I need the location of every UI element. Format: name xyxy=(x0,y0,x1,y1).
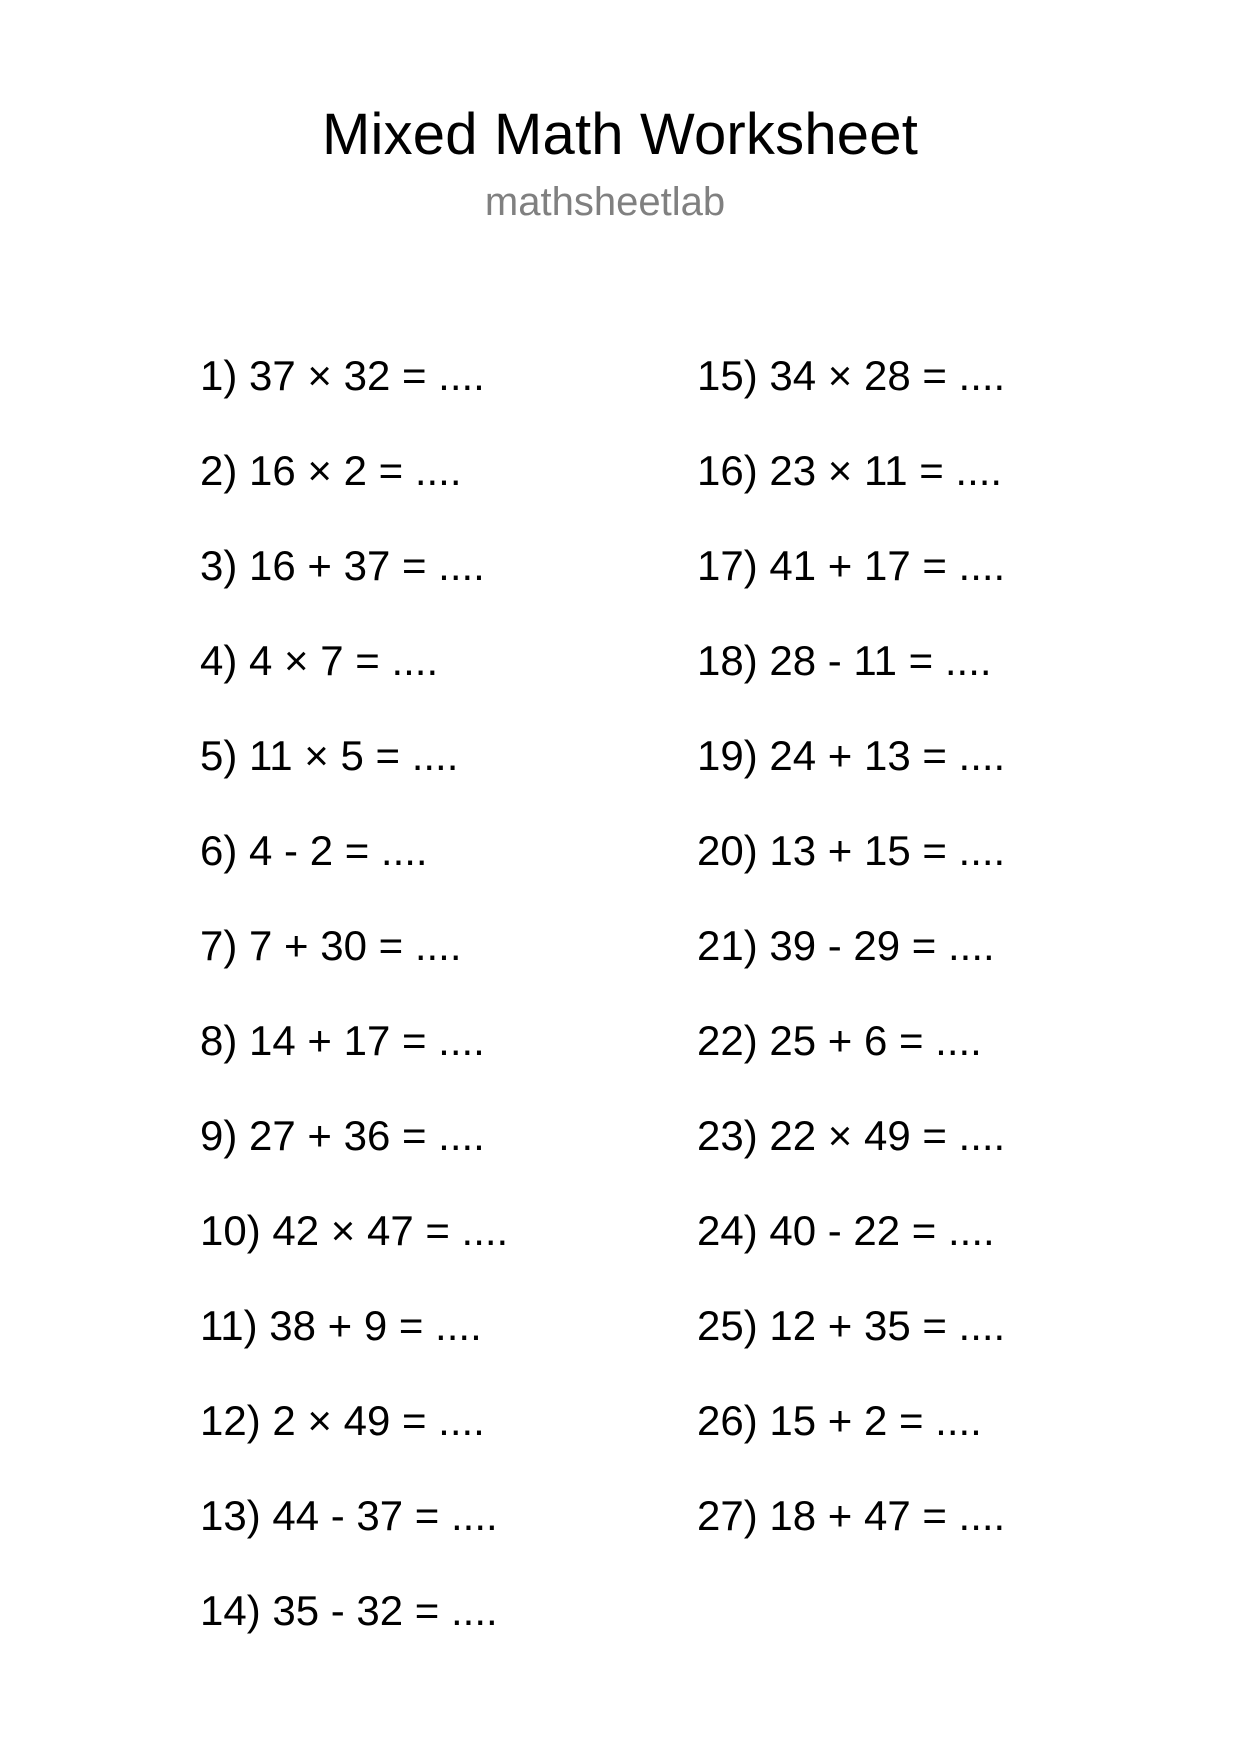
problem-15: 15) 34 × 28 = .... xyxy=(697,352,1006,399)
problem-14: 14) 35 - 32 = .... xyxy=(200,1587,498,1634)
problem-24: 24) 40 - 22 = .... xyxy=(697,1207,995,1254)
problem-3: 3) 16 + 37 = .... xyxy=(200,542,485,589)
problem-23: 23) 22 × 49 = .... xyxy=(697,1112,1006,1159)
problem-20: 20) 13 + 15 = .... xyxy=(697,827,1006,874)
problem-1: 1) 37 × 32 = .... xyxy=(200,352,485,399)
problem-16: 16) 23 × 11 = .... xyxy=(697,447,1003,494)
problem-2: 2) 16 × 2 = .... xyxy=(200,447,462,494)
problem-7: 7) 7 + 30 = .... xyxy=(200,922,462,969)
problem-9: 9) 27 + 36 = .... xyxy=(200,1112,485,1159)
page-title: Mixed Math Worksheet xyxy=(321,102,919,167)
problem-27: 27) 18 + 47 = .... xyxy=(697,1492,1006,1539)
problem-5: 5) 11 × 5 = .... xyxy=(200,732,459,779)
problem-10: 10) 42 × 47 = .... xyxy=(200,1207,509,1254)
problem-column-left xyxy=(200,348,508,1678)
problem-13: 13) 44 - 37 = .... xyxy=(200,1492,498,1539)
problem-column-right xyxy=(697,348,1005,1583)
worksheet-header xyxy=(0,95,1240,227)
problem-22: 22) 25 + 6 = .... xyxy=(697,1017,982,1064)
problem-26: 26) 15 + 2 = .... xyxy=(697,1397,982,1444)
problem-11: 11) 38 + 9 = .... xyxy=(200,1302,482,1349)
problem-12: 12) 2 × 49 = .... xyxy=(200,1397,485,1444)
problem-18: 18) 28 - 11 = .... xyxy=(697,637,992,684)
publisher-name: mathsheetlab xyxy=(484,180,726,224)
problem-17: 17) 41 + 17 = .... xyxy=(697,542,1006,589)
problem-21: 21) 39 - 29 = .... xyxy=(697,922,995,969)
problem-8: 8) 14 + 17 = .... xyxy=(200,1017,485,1064)
problem-25: 25) 12 + 35 = .... xyxy=(697,1302,1006,1349)
problem-19: 19) 24 + 13 = .... xyxy=(697,732,1006,779)
problem-4: 4) 4 × 7 = .... xyxy=(200,637,439,684)
problem-6: 6) 4 - 2 = .... xyxy=(200,827,428,874)
